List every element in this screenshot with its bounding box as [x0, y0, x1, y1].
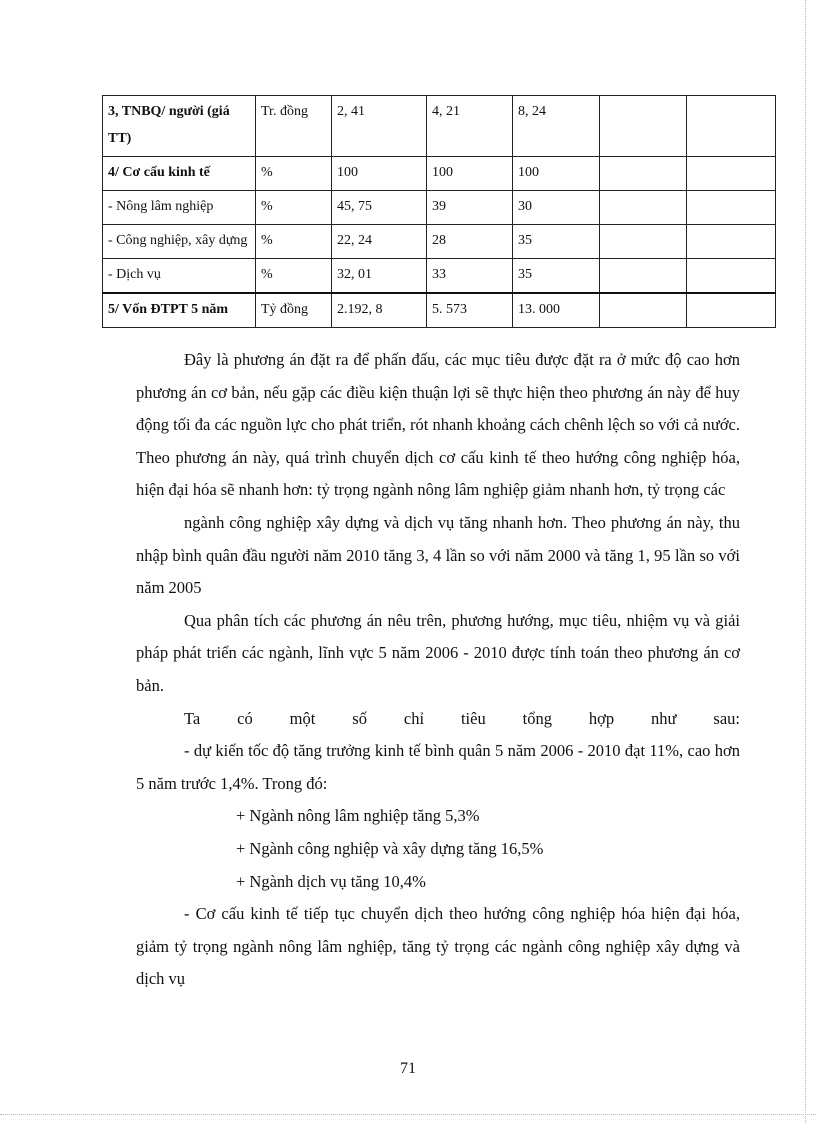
row-label: 5/ Vốn ĐTPT 5 năm	[103, 293, 256, 328]
row-value	[687, 157, 776, 191]
row-value: 8, 24	[513, 96, 600, 157]
economic-indicator-table	[102, 95, 776, 328]
row-label: - Công nghiệp, xây dựng	[103, 225, 256, 259]
row-value: 13. 000	[513, 293, 600, 328]
row-value: 32, 01	[332, 259, 427, 294]
table-row	[103, 259, 776, 294]
row-unit: %	[256, 191, 332, 225]
row-unit: %	[256, 225, 332, 259]
row-value	[600, 259, 687, 294]
row-value: 30	[513, 191, 600, 225]
paragraph: Qua phân tích các phương án nêu trên, phương hướng, mục tiêu, nhiệm vụ và giải pháp phát triển các ngành, lĩnh vực 5 năm 2006 - 2010 được tính toán theo phương án cơ bản.	[136, 610, 740, 695]
row-value: 2.192, 8	[332, 293, 427, 328]
row-value	[600, 225, 687, 259]
row-unit: Tỷ đồng	[256, 293, 332, 328]
row-value	[687, 191, 776, 225]
row-label: 3, TNBQ/ người (giá TT)	[103, 96, 256, 157]
row-value	[687, 96, 776, 157]
row-value	[687, 225, 776, 259]
paragraph: Đây là phương án đặt ra để phấn đấu, các mục tiêu được đặt ra ở mức độ cao hơn phương án cơ bản, nếu gặp các điều kiện thuận lợi sẽ thực hiện theo phương án này để huy động tối đa các nguồn lực cho phát triển, rót nhanh khoảng cách chênh lệch so với cả nước. Theo phương án này, quá trình chuyển dịch cơ cấu kinh tế theo hướng công nghiệp hóa, hiện đại hóa sẽ nhanh hơn: tỷ trọng ngành nông lâm nghiệp giảm nhanh hơn, tỷ trọng các	[136, 350, 740, 500]
table-row	[103, 96, 776, 157]
row-value: 100	[513, 157, 600, 191]
row-value	[600, 157, 687, 191]
row-value: 33	[427, 259, 513, 294]
bullet-item: + Ngành công nghiệp và xây dựng tăng 16,5%	[236, 838, 544, 858]
row-value: 100	[427, 157, 513, 191]
row-label: 4/ Cơ cấu kinh tế	[103, 157, 256, 191]
row-label: - Dịch vụ	[103, 259, 256, 294]
row-value: 22, 24	[332, 225, 427, 259]
row-value: 4, 21	[427, 96, 513, 157]
row-value: 39	[427, 191, 513, 225]
paragraph: - dự kiến tốc độ tăng trưởng kinh tế bình quân 5 năm 2006 - 2010 đạt 11%, cao hơn 5 năm trước 1,4%. Trong đó:	[136, 741, 740, 793]
row-value	[687, 293, 776, 328]
row-value: 2, 41	[332, 96, 427, 157]
row-value: 100	[332, 157, 427, 191]
body-text	[136, 344, 740, 996]
paragraph: ngành công nghiệp xây dựng và dịch vụ tăng nhanh hơn. Theo phương án này, thu nhập bình quân đầu người năm 2010 tăng 3, 4 lần so với năm 2000 và tăng 1, 95 lần so với năm 2005	[136, 512, 740, 598]
row-unit: %	[256, 157, 332, 191]
paragraph: - Cơ cấu kinh tế tiếp tục chuyển dịch theo hướng công nghiệp hóa hiện đại hóa, giảm tỷ trọng ngành nông lâm nghiệp, tăng tỷ trọng các ngành công nghiệp xây dựng và dịch vụ	[136, 904, 740, 989]
page-bottom-edge	[0, 1114, 816, 1115]
row-value: 5. 573	[427, 293, 513, 328]
row-value	[600, 293, 687, 328]
row-value: 35	[513, 259, 600, 294]
table-row	[103, 293, 776, 328]
bullet-item: + Ngành dịch vụ tăng 10,4%	[236, 871, 426, 891]
row-value: 28	[427, 225, 513, 259]
table-row	[103, 225, 776, 259]
row-value: 45, 75	[332, 191, 427, 225]
row-value	[600, 191, 687, 225]
table-row	[103, 157, 776, 191]
table-row	[103, 191, 776, 225]
bullet-item: + Ngành nông lâm nghiệp tăng 5,3%	[236, 806, 480, 826]
page-number: 71	[400, 1060, 416, 1077]
row-label: - Nông lâm nghiệp	[103, 191, 256, 225]
page-edge	[804, 0, 806, 1123]
row-unit: %	[256, 259, 332, 294]
row-value	[687, 259, 776, 294]
paragraph: Ta có một số chỉ tiêu tổng hợp như sau:	[184, 708, 740, 728]
row-value: 35	[513, 225, 600, 259]
row-unit: Tr. đồng	[256, 96, 332, 157]
row-value	[600, 96, 687, 157]
